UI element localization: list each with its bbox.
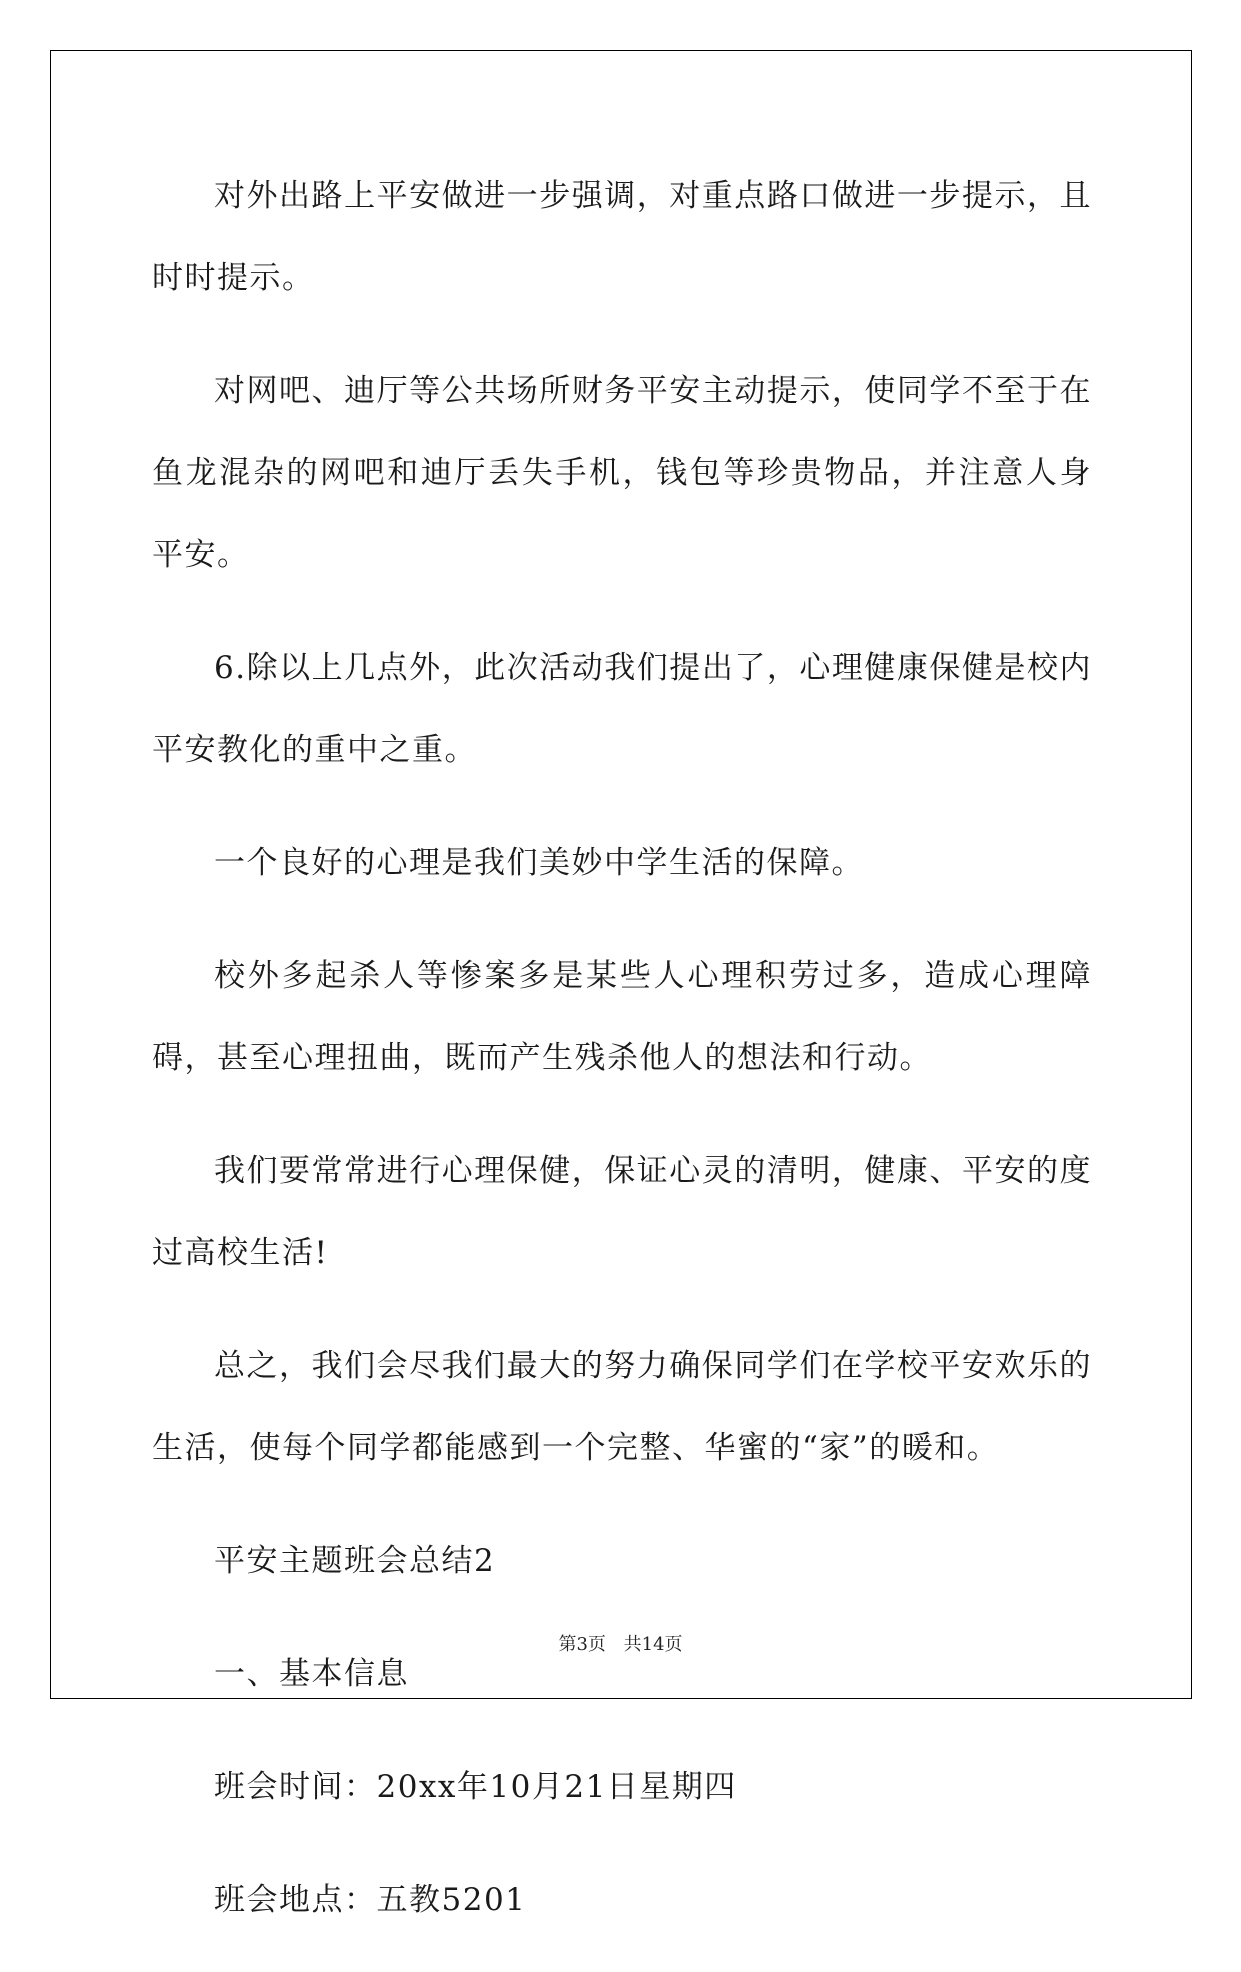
page-number: 第3页 [558, 1634, 606, 1655]
section-heading: 平安主题班会总结2 [214, 1543, 496, 1579]
paragraph: 校外多起杀人等惨案多是某些人心理积劳过多，造成心理障碍，甚至心理扭曲，既而产生残杀他人的想法和行动。 [152, 958, 1092, 1076]
paragraph: 一个良好的心理是我们美妙中学生活的保障。 [214, 845, 864, 881]
meeting-location: 班会地点：五教5201 [214, 1882, 527, 1918]
paragraph: 对外出路上平安做进一步强调，对重点路口做进一步提示，且时时提示。 [152, 178, 1092, 296]
page-footer [0, 1630, 1241, 1656]
paragraph: 我们要常常进行心理保健，保证心灵的清明，健康、平安的度过高校生活! [152, 1153, 1092, 1271]
paragraph: 6.除以上几点外，此次活动我们提出了，心理健康保健是校内平安教化的重中之重。 [152, 650, 1092, 768]
document-body [152, 155, 1092, 1972]
paragraph: 总之，我们会尽我们最大的努力确保同学们在学校平安欢乐的生活，使每个同学都能感到一个完整、华蜜的“家”的暖和。 [152, 1348, 1092, 1466]
page-total: 共14页 [623, 1634, 683, 1655]
paragraph: 对网吧、迪厅等公共场所财务平安主动提示，使同学不至于在鱼龙混杂的网吧和迪厅丢失手机，钱包等珍贵物品，并注意人身平安。 [152, 373, 1092, 573]
subsection-heading: 一、基本信息 [214, 1656, 409, 1692]
meeting-time: 班会时间：20xx年10月21日星期四 [214, 1769, 737, 1805]
